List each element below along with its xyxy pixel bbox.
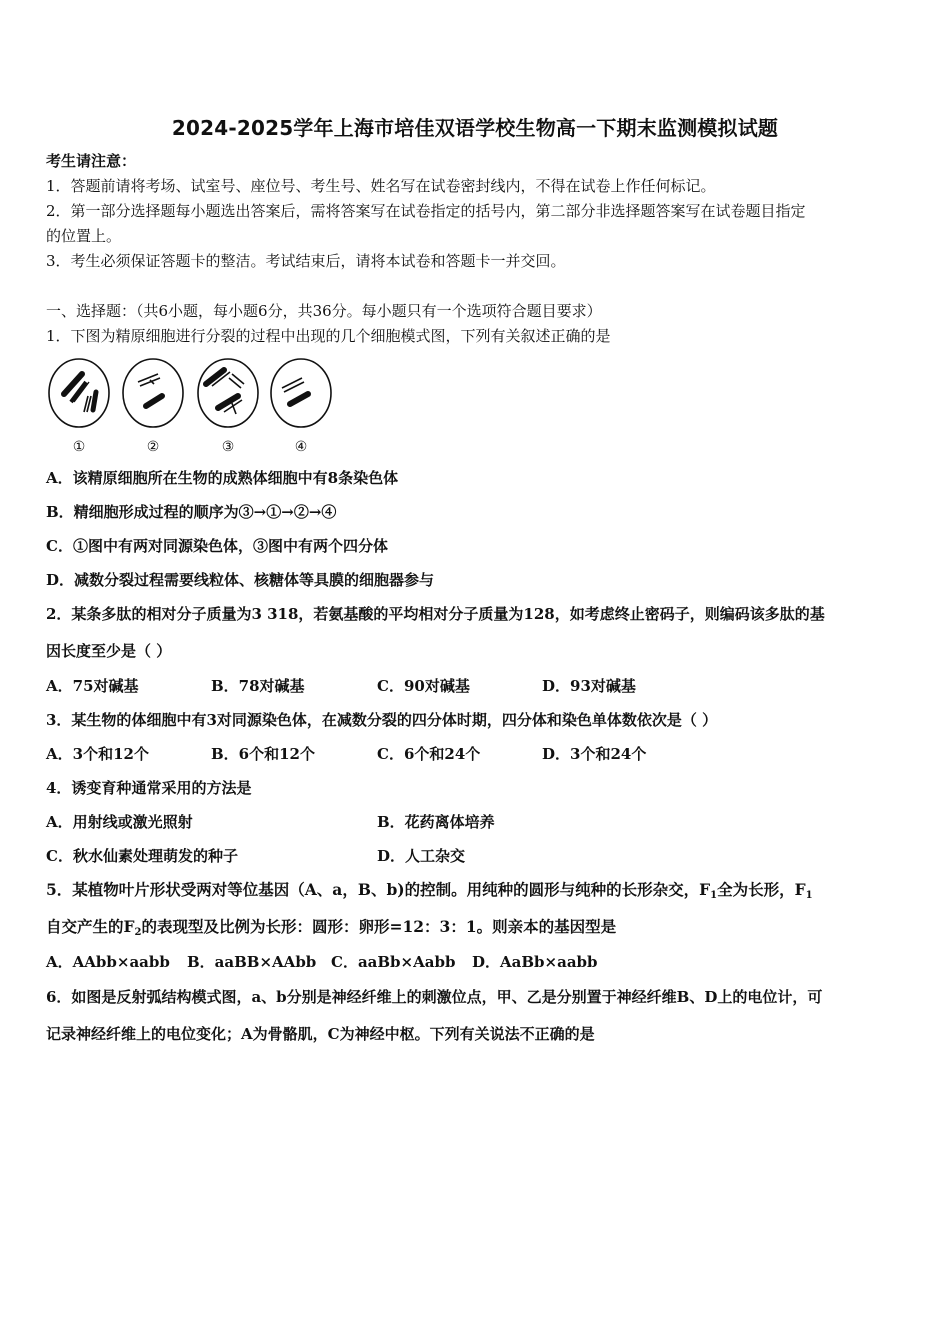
q3-option-d: D．3个和24个	[542, 745, 647, 763]
q5-option-d: D．AaBb×aabb	[472, 953, 598, 971]
q5-stem-part3: 自交产生的F	[46, 917, 135, 936]
question-3-stem: 3．某生物的体细胞中有3对同源染色体，在减数分裂的四分体时期，四分体和染色单体数依次是（ ）	[46, 711, 718, 729]
notice-item-2: 2．第一部分选择题每小题选出答案后，需将答案写在试卷指定的括号内，第二部分非选择题答案写在试卷题目指定	[46, 202, 806, 220]
page-title: 2024-2025学年上海市培佳双语学校生物高一下期末监测模拟试题	[171, 116, 779, 140]
q5-subscript-2: 1	[805, 890, 813, 901]
notice-heading: 考生请注意：	[46, 152, 137, 170]
figure-label-2: ②	[146, 439, 160, 455]
cell-1	[49, 359, 109, 427]
cell-division-figure	[46, 354, 336, 458]
q4-option-d: D．人工杂交	[377, 847, 466, 865]
q3-option-b: B．6个和12个	[211, 745, 315, 763]
q2-option-b: B．78对碱基	[211, 677, 305, 695]
notice-item-1: 1．答题前请将考场、试室号、座位号、考生号、姓名写在试卷密封线内，不得在试卷上作任何标记。	[46, 177, 716, 195]
q5-stem-part4: 的表现型及比例为长形：圆形：卵形=12：3：1。则亲本的基因型是	[141, 917, 617, 936]
q1-option-a: A．该精原细胞所在生物的成熟体细胞中有8条染色体	[46, 469, 399, 487]
question-5-stem	[46, 879, 906, 907]
q2-option-a: A．75对碱基	[46, 677, 139, 695]
question-4-stem: 4．诱变育种通常采用的方法是	[46, 779, 252, 797]
cell-4	[271, 359, 331, 427]
q5-stem-part2: 全为长形，F	[717, 880, 806, 899]
q5-option-c: C．aaBb×Aabb	[331, 953, 456, 971]
q2-option-c: C．90对碱基	[377, 677, 470, 695]
q5-subscript-1: 1	[710, 890, 718, 901]
question-5-stem-cont	[46, 916, 906, 944]
cell-3	[198, 359, 258, 427]
q1-option-d: D．减数分裂过程需要线粒体、核糖体等具膜的细胞器参与	[46, 571, 435, 589]
question-1-stem: 1．下图为精原细胞进行分裂的过程中出现的几个细胞模式图，下列有关叙述正确的是	[46, 327, 611, 345]
q5-option-a: A．AAbb×aabb	[46, 953, 170, 971]
question-2-stem: 2．某条多肽的相对分子质量为3 318，若氨基酸的平均相对分子质量为128，如考虑终止密码子，则编码该多肽的基	[46, 605, 825, 623]
q4-option-a: A．用射线或激光照射	[46, 813, 193, 831]
q3-option-c: C．6个和24个	[377, 745, 481, 763]
figure-label-4: ④	[294, 439, 308, 455]
question-2-stem-cont: 因长度至少是（ ）	[46, 642, 172, 660]
question-6-stem-cont: 记录神经纤维上的电位变化；A为骨骼肌，C为神经中枢。下列有关说法不正确的是	[46, 1025, 595, 1043]
cell-2	[123, 359, 183, 427]
q1-option-c: C．①图中有两对同源染色体，③图中有两个四分体	[46, 537, 388, 555]
q3-option-a: A．3个和12个	[46, 745, 149, 763]
question-6-stem: 6．如图是反射弧结构模式图，a、b分别是神经纤维上的刺激位点，甲、乙是分别置于神经纤维B、D上的电位计，可	[46, 988, 823, 1006]
q4-option-c: C．秋水仙素处理萌发的种子	[46, 847, 238, 865]
figure-label-3: ③	[221, 439, 235, 455]
notice-item-3: 3．考生必须保证答题卡的整洁。考试结束后，请将本试卷和答题卡一并交回。	[46, 252, 566, 270]
q2-option-d: D．93对碱基	[542, 677, 636, 695]
section-heading: 一、选择题：（共6小题，每小题6分，共36分。每小题只有一个选项符合题目要求）	[46, 302, 602, 320]
q5-subscript-3: 2	[134, 927, 142, 938]
notice-item-2-cont: 的位置上。	[46, 227, 122, 245]
q5-option-b: B．aaBB×AAbb	[187, 953, 317, 971]
q5-stem-part1: 5．某植物叶片形状受两对等位基因（A、a，B、b)的控制。用纯种的圆形与纯种的长形杂交，F	[46, 880, 711, 899]
q4-option-b: B．花药离体培养	[377, 813, 495, 831]
q1-option-b: B．精细胞形成过程的顺序为③→①→②→④	[46, 503, 337, 521]
figure-label-1: ①	[72, 439, 86, 455]
